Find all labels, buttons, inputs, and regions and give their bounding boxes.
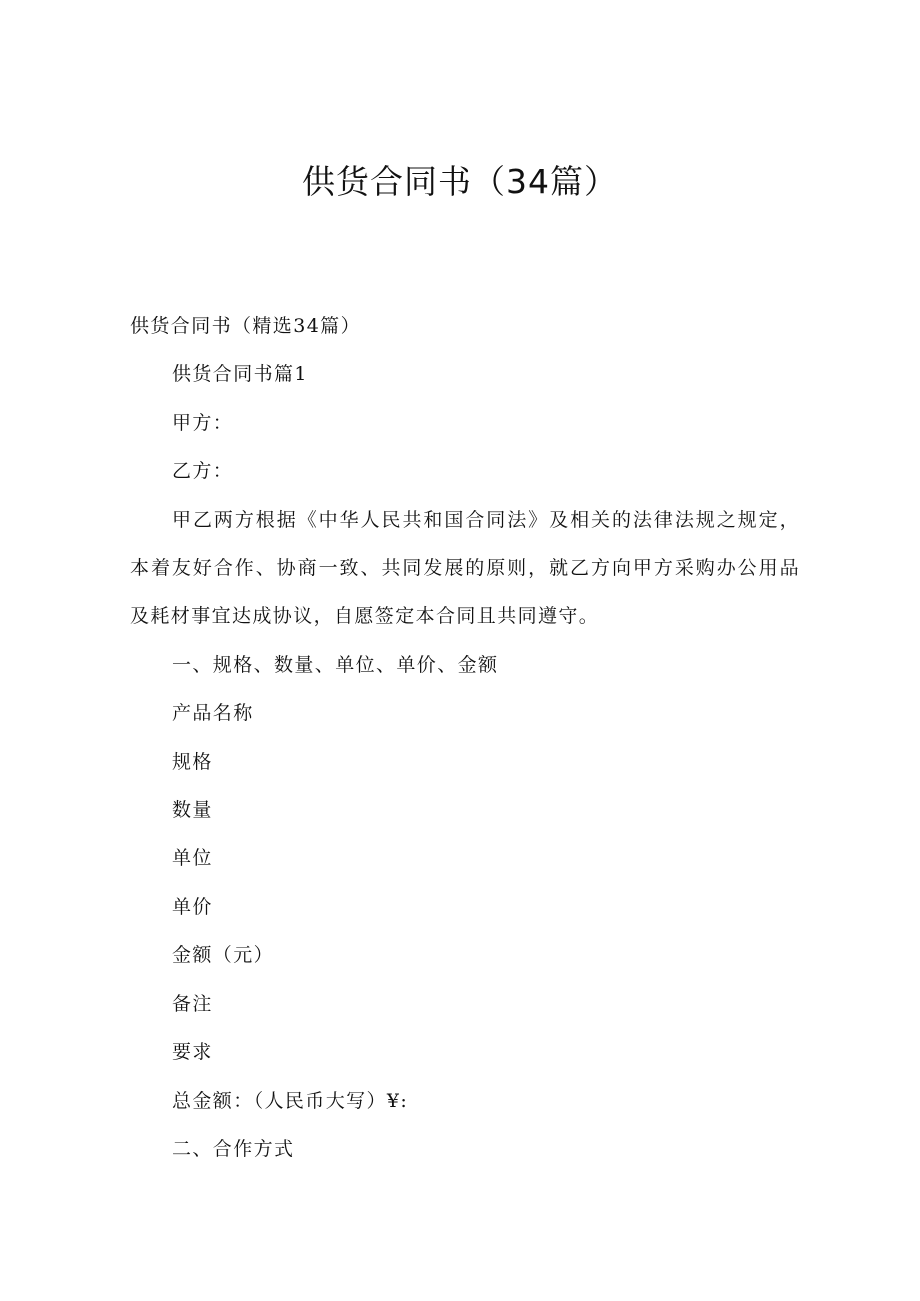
document-title: 供货合同书（34篇） <box>302 162 618 201</box>
document-body <box>130 302 800 1173</box>
table-field-unit-price: 单价 <box>172 895 213 918</box>
intro-paragraph: 甲乙两方根据《中华人民共和国合同法》及相关的法律法规之规定，本着友好合作、协商一致、共同发展的原则，就乙方向甲方采购办公用品及耗材事宜达成协议，自愿签定本合同且共同遵守。 <box>130 508 800 628</box>
table-field-amount: 金额（元） <box>172 944 275 967</box>
table-field-spec: 规格 <box>172 750 213 773</box>
document-subtitle: 供货合同书（精选34篇） <box>130 315 361 337</box>
table-field-requirements: 要求 <box>172 1041 213 1064</box>
clause-2-heading: 二、合作方式 <box>172 1137 295 1160</box>
clause-1-heading: 一、规格、数量、单位、单价、金额 <box>172 653 499 676</box>
party-b-line: 乙方： <box>172 460 234 483</box>
table-field-product-name: 产品名称 <box>172 702 254 725</box>
table-field-quantity: 数量 <box>172 799 213 822</box>
section-heading: 供货合同书篇1 <box>172 363 308 386</box>
party-a-line: 甲方： <box>172 411 234 434</box>
table-field-remarks: 备注 <box>172 992 213 1015</box>
total-amount-line: 总金额：（人民币大写）¥: <box>172 1089 409 1112</box>
table-field-unit: 单位 <box>172 847 213 870</box>
